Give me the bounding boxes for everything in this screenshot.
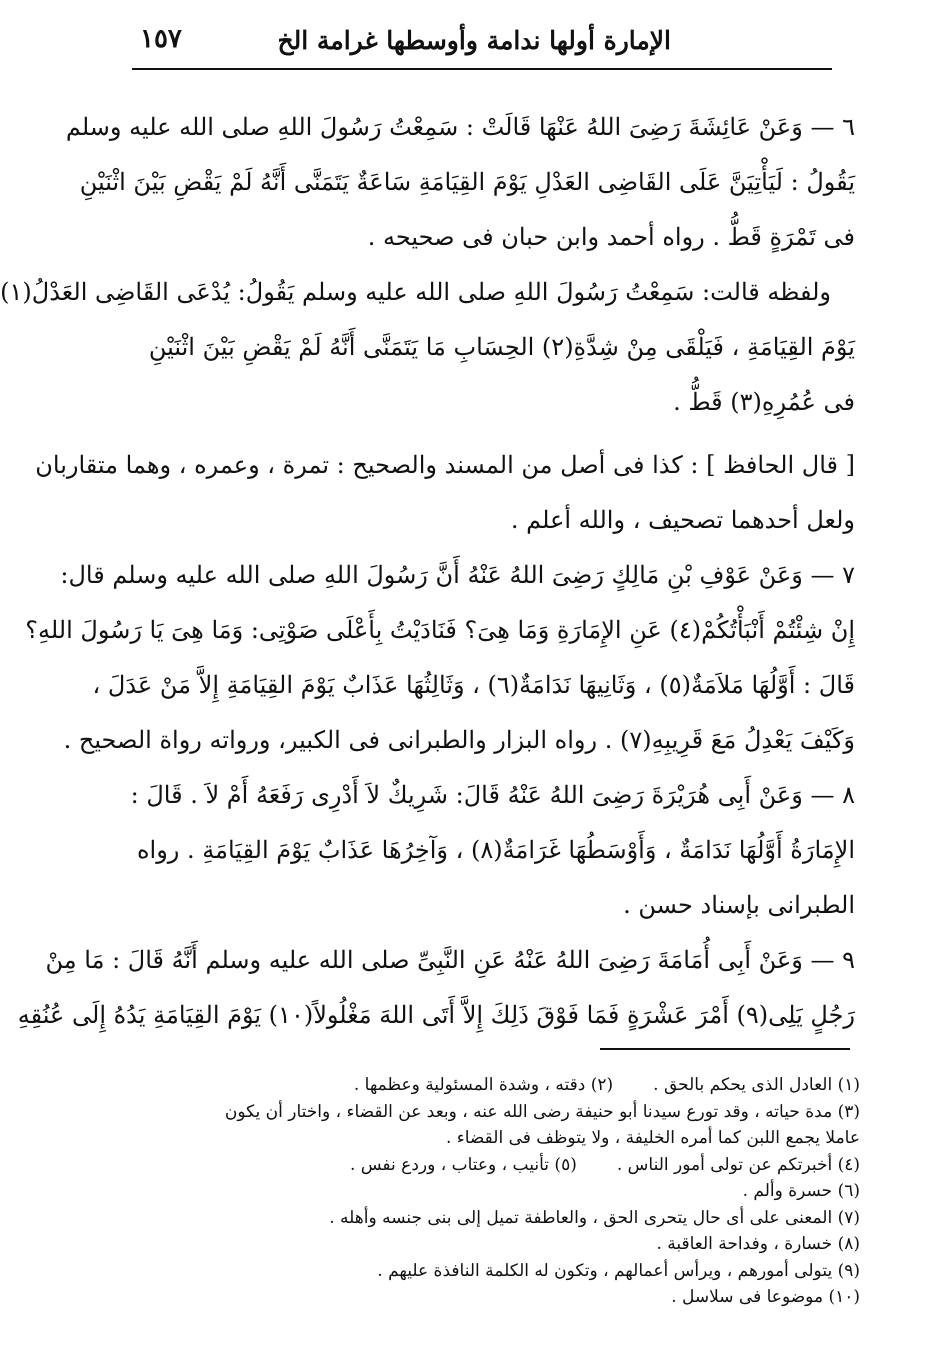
- hadith-6-line-3: فى تَمْرَةٍ قَطُّ . رواه أحمد وابن حبان فى صحيحه .: [367, 223, 855, 251]
- footnote-6: (٦) حسرة وألم .: [742, 1181, 860, 1201]
- hadith-7-line-3: قَالَ : أَوَّلُهَا مَلاَمَةٌ(٥) ، وَثَانِيهَا نَدَامَةٌ(٦) ، وَثَالِثُهَا عَذَابٌ يَوْمَ القِيَامَةِ إِلاَّ مَنْ عَدَلَ ،: [92, 671, 855, 699]
- hadith-6-alt-line-1: ولفظه قالت: سَمِعْتُ رَسُولَ اللهِ صلى الله عليه وسلم يَقُولُ: يُدْعَى القَاضِى العَدْلُ(١): [0, 278, 831, 306]
- footnotes: [150, 1072, 860, 1311]
- hadith-6-line-1: ٦ — وَعَنْ عَائِشَةَ رَضِىَ اللهُ عَنْهَا قَالَتْ : سَمِعْتُ رَسُولَ اللهِ صلى الله عليه وسلم: [65, 113, 855, 141]
- main-text: [0, 100, 855, 1043]
- hafiz-note-line-1: [ قال الحافظ ] : كذا فى أصل من المسند والصحيح : تمرة ، وعمره ، وهما متقاربان: [35, 451, 855, 479]
- hadith-8-line-1: ٨ — وَعَنْ أَبِى هُرَيْرَةَ رَضِىَ اللهُ عَنْهُ قَالَ: شَرِيكٌ لاَ أَدْرِى رَفَعَهُ أَمْ لاَ . قَالَ :: [130, 781, 855, 809]
- running-title: الإمارة أولها ندامة وأوسطها غرامة الخ: [277, 26, 671, 55]
- footnote-line-1: [150, 1072, 860, 1099]
- footnote-3: (٣) مدة حياته ، وقد تورع سيدنا أبو حنيفة رضى الله عنه ، وبعد عن القضاء ، واختار أن يكون: [224, 1101, 860, 1122]
- hadith-8-line-3: الطبرانى بإسناد حسن .: [623, 891, 855, 919]
- footnote-4: (٤) أخبرتكم عن تولى أمور الناس .: [616, 1154, 860, 1175]
- footnote-5: (٥) تأنيب ، وعتاب ، وردع نفس .: [349, 1154, 577, 1175]
- footnote-1: (١) العادل الذى يحكم بالحق .: [653, 1075, 860, 1095]
- footnote-8: (٨) خسارة ، وفداحة العاقبة .: [656, 1234, 860, 1254]
- hadith-6-alt-line-2: يَوْمَ القِيَامَةِ ، فَيَلْقَى مِنْ شِدَّةِ(٢) الحِسَابِ مَا يَتَمَنَّى أَنَّهُ لَمْ يَقْضِ بَيْنَ اثْنَيْنِ: [148, 333, 855, 361]
- footnote-3-cont: عاملا يجمع اللبن كما أمره الخليفة ، ولا يتوظف فى القضاء .: [445, 1128, 860, 1148]
- footnote-2: (٢) دقته ، وشدة المسئولية وعظمها .: [353, 1075, 614, 1095]
- hadith-6-alt-line-3: فى عُمُرِهِ(٣) قَطُّ .: [673, 388, 855, 416]
- hadith-8-line-2: الإِمَارَةُ أَوَّلُهَا نَدَامَةٌ ، وَأَوْسَطُهَا غَرَامَةٌ(٨) ، وَآخِرُهَا عَذَابٌ يَوْمَ القِيَامَةِ . رواه: [136, 836, 855, 864]
- page-number: ١٥٧: [140, 24, 182, 54]
- footnote-10: (١٠) موضوعا فى سلاسل .: [671, 1287, 860, 1307]
- footnote-rule: [600, 1048, 850, 1050]
- hadith-7-line-2: إِنْ شِئْتُمْ أَنْبَأْتُكُمْ(٤) عَنِ الإِمَارَةِ وَمَا هِىَ؟ فَنَادَيْتُ بِأَعْلَى صَوْتِى: وَمَا هِىَ يَا رَسُولَ اللهِ؟: [25, 616, 855, 644]
- header-rule: [132, 68, 832, 70]
- hadith-7-line-4: وَكَيْفَ يَعْدِلُ مَعَ قَرِيبِهِ(٧) . رواه البزار والطبرانى فى الكبير، ورواته رواة الصحيح .: [63, 726, 855, 754]
- hadith-9-line-1: ٩ — وَعَنْ أَبِى أُمَامَةَ رَضِىَ اللهُ عَنْهُ عَنِ النَّبِىِّ صلى الله عليه وسلم أَنَّهُ قَالَ : مَا مِنْ: [45, 946, 855, 974]
- hadith-6-line-2: يَقُولُ : لَيَأْتِيَنَّ عَلَى القَاضِى العَدْلِ يَوْمَ القِيَامَةِ سَاعَةٌ يَتَمَنَّى أَنَّهُ لَمْ يَقْضِ بَيْنَ اثْنَيْنِ: [79, 168, 855, 196]
- hafiz-note-line-2: ولعل أحدهما تصحيف ، والله أعلم .: [510, 506, 855, 534]
- running-header: [130, 18, 821, 58]
- footnote-7: (٧) المعنى على أى حال يتحرى الحق ، والعاطفة تميل إلى بنى جنسه وأهله .: [329, 1207, 860, 1228]
- hadith-7-line-1: ٧ — وَعَنْ عَوْفِ بْنِ مَالِكٍ رَضِىَ اللهُ عَنْهُ أَنَّ رَسُولَ اللهِ صلى الله عليه وسلم قال:: [60, 561, 855, 589]
- footnote-line-4: [150, 1152, 860, 1179]
- hadith-9-line-2: رَجُلٍ يَلِى(٩) أَمْرَ عَشْرَةٍ فَمَا فَوْقَ ذَلِكَ إِلاَّ أَتَى اللهَ مَغْلُولاً(١٠) يَوْمَ القِيَامَةِ يَدُهُ إِلَى عُنُقِهِ: [17, 1001, 855, 1029]
- footnote-9: (٩) يتولى أمورهم ، ويرأس أعمالهم ، وتكون له الكلمة النافذة عليهم .: [377, 1260, 860, 1281]
